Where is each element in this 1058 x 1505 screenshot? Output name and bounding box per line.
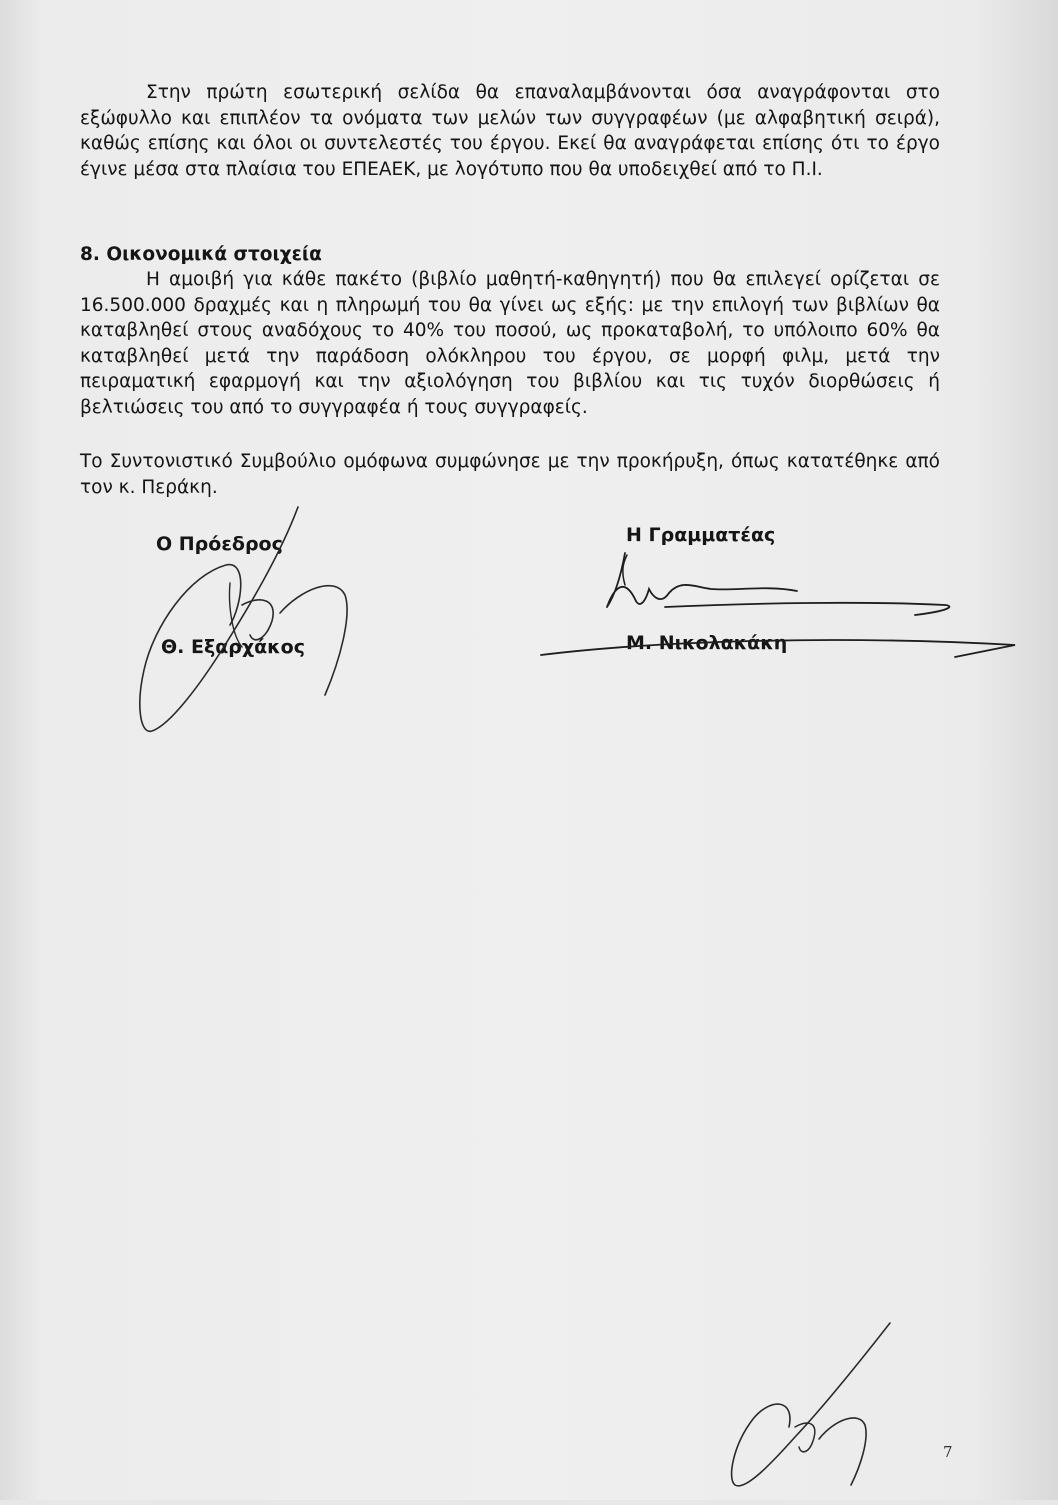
paragraph-payment-terms: Η αμοιβή για κάθε πακέτο (βιβλίο μαθητή-καθηγητή) που θα επιλεγεί ορίζεται σε 16.500.000 δραχμές και η πληρωμή του θα γίνει ως εξής: με την επιλογή των βιβλίων θα καταβληθεί στους αναδόχους το 40% του ποσού, ως προκαταβολή, το υπόλοιπο 60% θα καταβληθεί μετά την παράδοση ολόκληρου του έργου, σε μορφή φιλμ, μετά την πειραματική εφαρμογή και την αξιολόγηση του βιβλίου και τις τυχόν διορθώσεις ή βελτιώσεις του από το συγγραφέα ή τους συγγραφείς. (80, 269, 940, 418)
secretary-name: Μ. Νικολακάκη (626, 632, 788, 654)
initials-signature (715, 1315, 905, 1505)
paragraph-council-agreement: Το Συντονιστικό Συμβούλιο ομόφωνα συμφώνησε με την προκήρυξη, όπως κατατέθηκε από τον κ. Περάκη. (80, 451, 940, 498)
president-title: Ο Πρόεδρος (156, 533, 283, 555)
president-name: Θ. Εξαρχάκος (161, 636, 305, 658)
secretary-signature (535, 545, 1025, 665)
president-signature (130, 495, 370, 755)
secretary-title: Η Γραμματέας (626, 524, 776, 546)
section-heading-financial: 8. Οικονομικά στοιχεία (80, 244, 322, 265)
paragraph-cover-contents: Στην πρώτη εσωτερική σελίδα θα επαναλαμβάνονται όσα αναγράφονται στο εξώφυλλο και επιπλέον τα ονόματα των μελών των συγγραφέων (με αλφαβητική σειρά), καθώς επίσης και όλοι οι συντελεστές του έργου. Εκεί θα αναγράφεται επίσης ότι το έργο έγινε μέσα στα πλαίσια του ΕΠΕΑΕΚ, με λογότυπο που θα υποδειχθεί από το Π.Ι. (80, 82, 940, 180)
page-number: 7 (943, 1443, 953, 1461)
